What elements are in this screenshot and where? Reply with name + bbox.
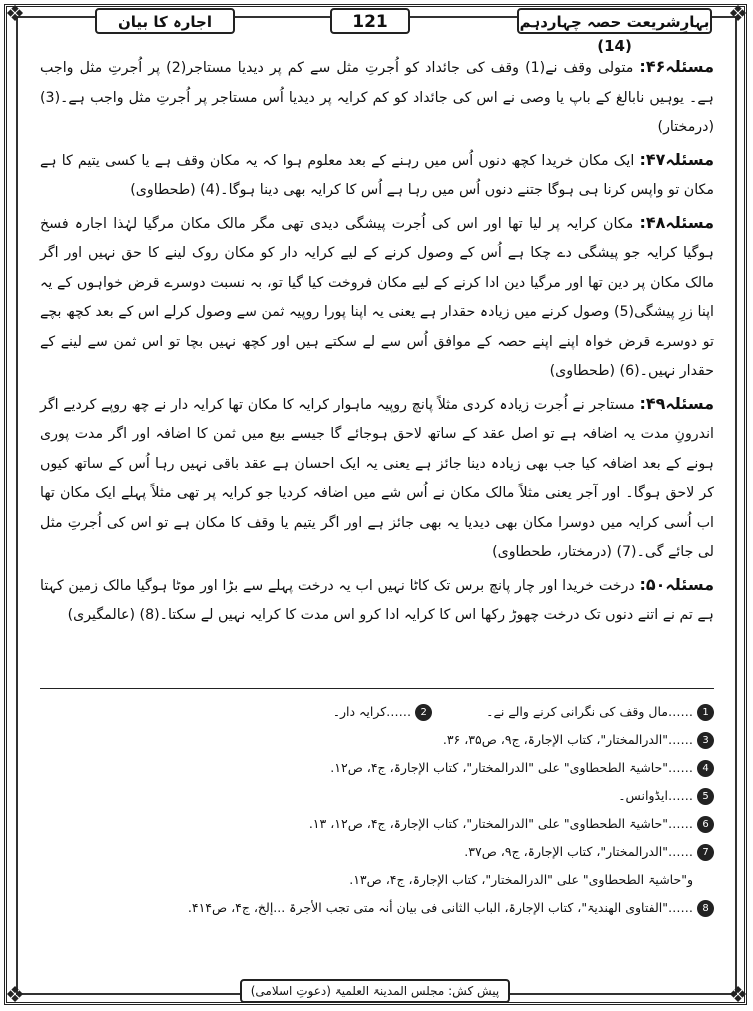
footnote-number: 4 [697,760,714,777]
footnote [40,726,714,754]
footnote-number: 3 [697,732,714,749]
masala-text: متولی وقف نے(1) وقف کی جائداد کو اُجرتِ مثل سے کم پر دیدیا مستاجر(2) پر اُجرتِ مثل واجب ہے۔ یوہیں نابالغ کے باپ یا وصی نے اس کی جائداد کو کم کرایہ پر دیدیا اُس مستاجر پر اُجرتِ مثل واجب ہے۔(3) (درمختار) [40,60,714,135]
masala-label: مسئلہ۵۰: [639,574,714,594]
footnote [40,810,714,838]
masala-text: مستاجر نے اُجرت زیادہ کردی مثلاً پانچ روپیہ ماہوار کرایہ کا مکان تھا کرایہ دار نے چھ روپے کردیے اگر اندرونِ مدت یہ اضافہ ہے تو اصل عقد کے ساتھ لاحق ہوجائے گا جیسے بیع میں ثمن کا اضافہ اور اگر مدت پوری ہونے کے بعد اضافہ کیا جب بھی زیادہ دینا جائز ہے یعنی یہ ایک احسان ہے عقد باقی نہیں رہا اُس کے ساتھ کیوں کر لاحق ہوگا۔ اور آجر یعنی مثلاً مالک مکان نے اُس شے میں اضافہ کردیا جو کرایہ پر تھی مثلاً پہلے ایک مکان تھا اب اُسی کرایہ میں دوسرا مکان بھی دیدیا یہ بھی جائز ہے اور اگر یتیم یا وقف کا مکان ہے تو اس کی اُجرتِ مثل لی جائے گی۔(7) (درمختار، طحطاوی) [40,396,714,560]
chapter-title: اجارہ کا بیان [95,8,235,34]
footnote-number: 8 [697,900,714,917]
footnote [40,782,714,810]
masala-47 [40,145,714,206]
footnote-text: ……"الدرالمختار"، کتاب الإجارۃ، ج۹، ص۳۷. [464,844,693,859]
footnote-text: و"حاشیۃ الطحطاوی" علی "الدرالمختار"، کتاب الإجارۃ، ج۴، ص۱۳. [349,872,693,887]
footnote [40,754,714,782]
page-header [40,8,712,55]
masala-49 [40,389,714,568]
page-number: 121 [330,8,410,34]
masala-46 [40,52,714,143]
footnote-divider [40,688,714,689]
corner-ornament-icon: ❖ [5,983,25,1008]
footnote [486,698,714,726]
corner-ornament-icon: ❖ [5,2,25,27]
footnote-row [40,698,714,726]
footnote [333,698,433,726]
masala-text: درخت خریدا اور چار پانچ برس تک کاٹا نہیں اب یہ درخت پہلے سے بڑا اور موٹا ہوگیا مالک زمین کہتا ہے تم نے اتنے دنوں تک درخت چھوڑ رکھا اس کا کرایہ ادا کرو اس مدت کا کرایہ نہیں لے سکتا۔(8) (عالمگیری) [40,577,714,623]
page-footer: پیش کش: مجلس المدینۃ العلمیۃ (دعوتِ اسلامی) [240,979,510,1003]
masala-label: مسئلہ۴۷: [639,149,714,169]
footnote-number: 1 [697,704,714,721]
footnote [40,894,714,922]
masala-label: مسئلہ۴۸: [639,212,715,232]
masala-label: مسئلہ۴۹: [639,393,714,413]
masala-text: ایک مکان خریدا کچھ دنوں اُس میں رہنے کے بعد معلوم ہوا کہ یہ مکان وقف ہے یا کسی یتیم کا ہے مکان تو واپس کرنا ہی ہوگا جتنے دنوں اُس میں رہا ہے اُس کا کرایہ بھی دینا ہوگا۔(4) (طحطاوی) [40,152,714,198]
masala-text: مکان کرایہ پر لیا تھا اور اس کی اُجرت پیشگی دیدی تھی مگر مالک مکان مرگیا لہٰذا اجارہ فسخ ہوگیا کرایہ جو پیشگی دے چکا ہے اُس کے وصول کرنے کے لیے کرایہ دار کو مکان روک لینے کا حق نہیں اور اگر مالک مکان پر دین تھا اور مرگیا دین ادا کرنے کے لیے مکان فروخت کیا گیا تو، بہ نسبت دوسرے قرض خواہوں کے یہ اپنا زرِ پیشگی(5) وصول کرنے میں زیادہ حقدار ہے یعنی یہ اپنا پورا روپیہ ثمن سے وصول کرلے اس کے بعد کچھ بچے تو دوسرے قرض خواہ اپنے اپنے حصہ کے موافق اُس سے لے سکتے ہیں اور کچھ نہیں بچا تو اس ثمن سے لینے کے حقدار نہیں۔(6) (طحطاوی) [40,215,714,379]
footnote-text: ……کرایہ دار۔ [332,704,412,719]
masala-label: مسئلہ۴۶: [639,57,714,76]
masala-48 [40,208,714,387]
footnote-text: ……"حاشیۃ الطحطاوی" علی "الدرالمختار"، کتاب الإجارۃ، ج۴، ص۱۲، ۱۳. [308,816,693,831]
footnote-number: 5 [697,788,714,805]
footnote-number: 7 [697,844,714,861]
footnotes [40,698,714,922]
footnote-text: ……"حاشیۃ الطحطاوی" علی "الدرالمختار"، کتاب الإجارۃ، ج۴، ص۱۲. [330,760,693,775]
footnote-text: ……"الفتاوی الھندیۃ"، کتاب الإجارۃ، الباب الثانی فی بیان أنہ متی تجب الأجرۃ ...إلخ، ج۴، ص۴۱۴. [187,900,693,915]
corner-ornament-icon: ❖ [728,2,748,27]
footnote [40,838,714,866]
footnote-number: 2 [415,704,432,721]
footnote-text: ……ایڈوانس۔ [618,788,693,803]
footnote-continuation [40,866,714,894]
footnote-text: ……"الدرالمختار"، کتاب الإجارۃ، ج۹، ص۳۵، ۳۶. [442,732,693,747]
corner-ornament-icon: ❖ [728,983,748,1008]
book-title: بہارِشریعت حصہ چہاردہم (14) [517,8,712,34]
main-text [40,52,714,633]
footnote-number: 6 [697,816,714,833]
masala-50 [40,570,714,631]
footnote-text: ……مال وقف کی نگرانی کرنے والے نے۔ [486,704,693,719]
